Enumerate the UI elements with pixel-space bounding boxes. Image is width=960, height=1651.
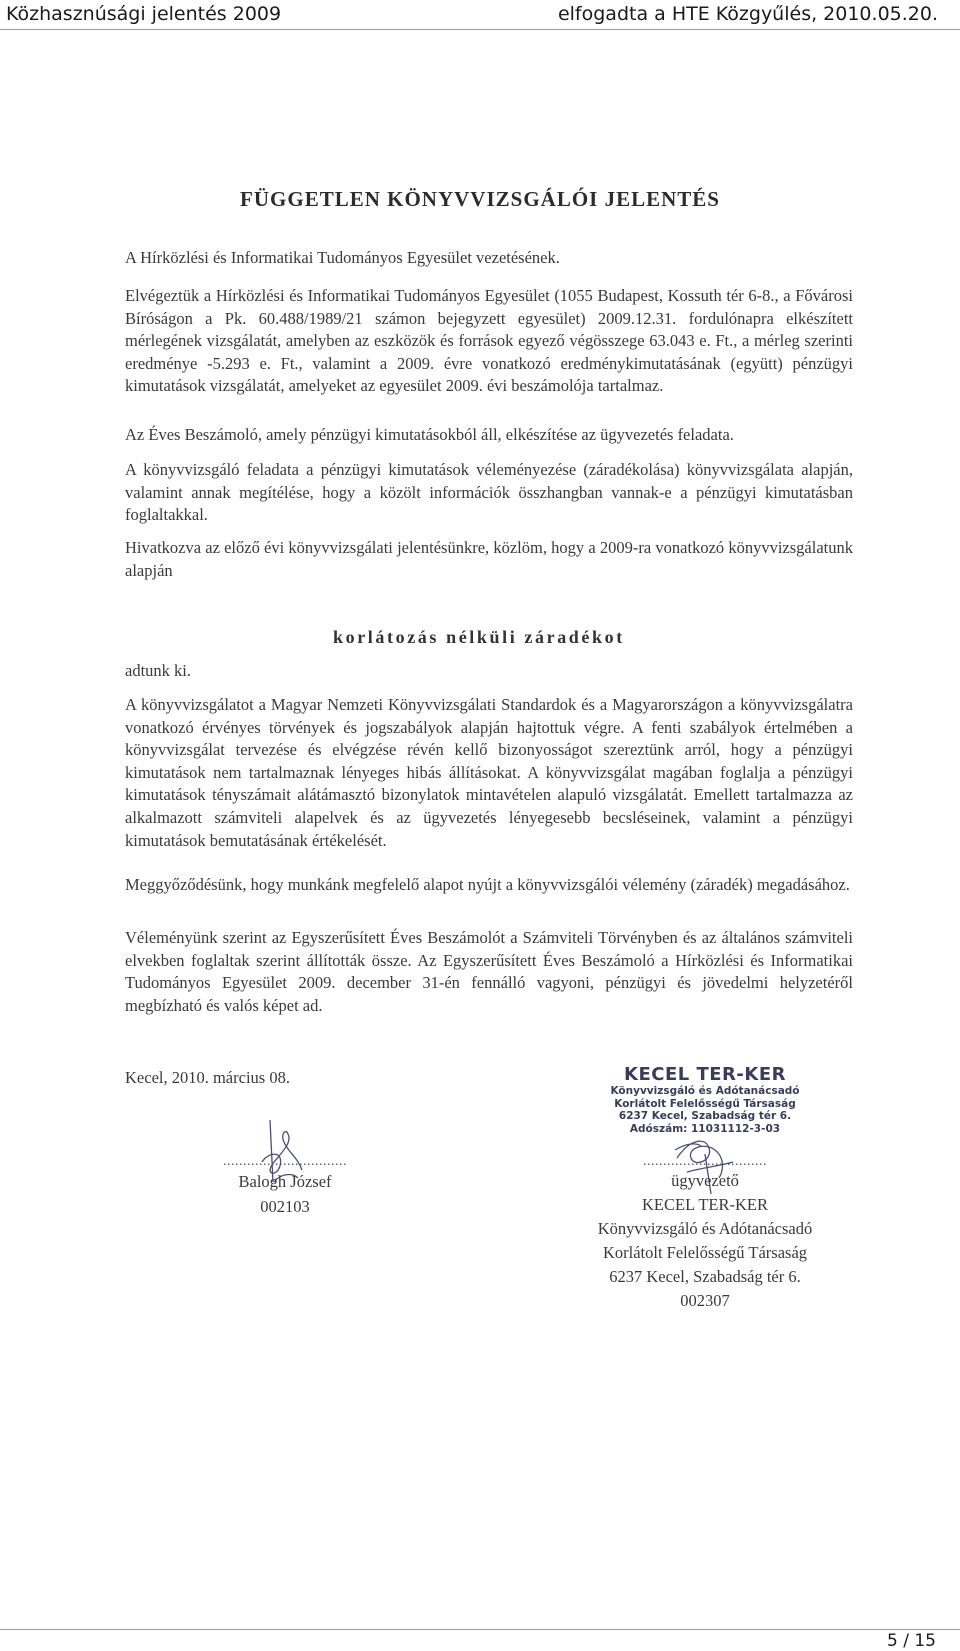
firm-line-1: Könyvvizsgáló és Adótanácsadó [597, 1219, 813, 1238]
signature-line-left: ............................... [223, 1154, 347, 1169]
paragraph-reference: Hivatkozva az előző évi könyvvizsgálati jelentésünkre, közlöm, hogy a 2009-ra vonatkozó könyvvizsgálatunk alapján [125, 538, 853, 580]
paragraph-auditor-task: A könyvvizsgáló feladata a pénzügyi kimutatások véleményezése (záradékolása) könyvvizsgálata alapján, valamint annak megítélése, hogy a közölt információk összhangban vannak-e a pénzügyi kimutatásban foglaltakkal. [125, 460, 853, 525]
paragraph-conviction: Meggyőződésünk, hogy munkánk megfelelő alapot nyújt a könyvvizsgálói vélemény (záradék) megadásához. [125, 875, 850, 894]
opinion-type: korlátozás nélküli záradékot [333, 627, 625, 647]
firm-line-2: Korlátolt Felelősségű Társaság [602, 1243, 808, 1262]
firm-address: 6237 Kecel, Szabadság tér 6. [609, 1267, 801, 1286]
place-and-date: Kecel, 2010. március 08. [125, 1068, 290, 1087]
signer-name: Balogh József [238, 1172, 332, 1191]
page-number: 5 / 15 [887, 1631, 936, 1651]
stamp-line-1: Könyvvizsgáló és Adótanácsadó [610, 1085, 800, 1097]
company-stamp [590, 1064, 820, 1135]
stamp-line-2: Korlátolt Felelősségű Társaság [614, 1097, 796, 1110]
signature-block-right [560, 1155, 850, 1313]
signer-role: ügyvezető [671, 1171, 739, 1190]
footer-divider [0, 1629, 960, 1630]
stamp-company-name: KECEL TER-KER [624, 1064, 786, 1085]
header-left-text: Közhasznúsági jelentés 2009 [6, 3, 282, 25]
stamp-line-4: Adószám: 11031112-3-03 [629, 1122, 781, 1135]
paragraph-responsibility: Az Éves Beszámoló, amely pénzügyi kimutatásokból áll, elkészítése az ügyvezetés feladata. [125, 425, 734, 444]
firm-registration-number: 002307 [680, 1291, 730, 1310]
paragraph-scope: Elvégeztük a Hírközlési és Informatikai Tudományos Egyesület (1055 Budapest, Kossuth tér 6-8., a Fővárosi Bíróságon a Pk. 60.488/1989/21 számon bejegyzett egyesület) 2009.12.31. fordulónapra elkészített mérlegének vizsgálatát, amelyben az eszközök és források egyező végösszege 63.043 e. Ft., a mérleg szerinti eredménye -5.293 e. Ft., valamint a 2009. évre vonatkozó eredménykimutatásának (együtt) pénzügyi kimutatások vizsgálatát, amelyeket az egyesület 2009. évi beszámolója tartalmaz. [125, 286, 853, 396]
signature-line-right: ............................... [643, 1154, 767, 1169]
signature-block-left [200, 1155, 370, 1219]
paragraph-standards: A könyvvizsgálatot a Magyar Nemzeti Könyvvizsgálati Standardok és a Magyarországon a könyvvizsgálatra vonatkozó érvényes törvények és jogszabályok alapján hajtottuk végre. A fenti szabályok értelmében a könyvvizsgálat tervezése és elvégzése révén kellő bizonyosságot szereztünk arról, hogy a pénzügyi kimutatások nem tartalmaznak lényeges hibás állításokat. A könyvvizsgálat magában foglalja a pénzügyi kimutatások tényszámait alátámasztó bizonylatok mintavételen alapuló vizsgálatát. Emellett tartalmazza az alkalmazott számviteli alapelvek és az ügyvezetés lényegesebb becsléseinek, valamint a pénzügyi kimutatások bemutatásának értékelését. [125, 695, 853, 850]
firm-name: KECEL TER-KER [641, 1195, 769, 1214]
document-title: FÜGGETLEN KÖNYVVIZSGÁLÓI JELENTÉS [240, 187, 720, 211]
stamp-line-3: 6237 Kecel, Szabadság tér 6. [618, 1110, 792, 1122]
signer-registration-number: 002103 [260, 1197, 310, 1216]
header-right-text: elfogadta a HTE Közgyűlés, 2010.05.20. [557, 3, 938, 25]
addressee-line: A Hírközlési és Informatikai Tudományos Egyesület vezetésének. [125, 248, 560, 267]
opinion-given-text: adtunk ki. [125, 661, 191, 680]
paragraph-opinion: Véleményünk szerint az Egyszerűsített Éves Beszámolót a Számviteli Törvényben és az általános számviteli elvekben foglaltak szerint állították össze. Az Egyszerűsített Éves Beszámoló a Hírközlési és Informatikai Tudományos Egyesület 2009. december 31-én fennálló vagyoni, pénzügyi és jövedelmi helyzetéről megbízható és valós képet ad. [125, 928, 853, 1015]
